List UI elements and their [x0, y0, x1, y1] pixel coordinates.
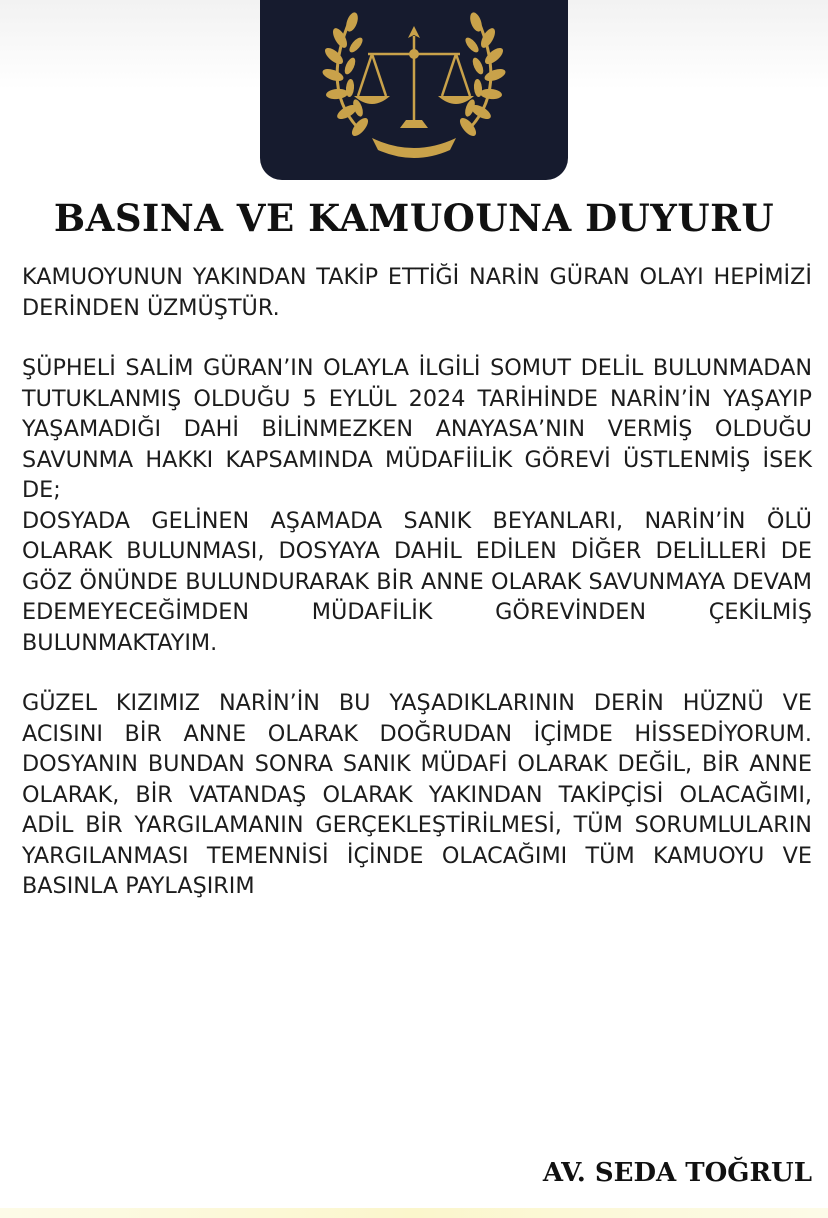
bottom-strip — [0, 1208, 828, 1218]
paragraph: DOSYADA GELİNEN AŞAMADA SANIK BEYANLARI, NARİN’İN ÖLÜ OLARAK BULUNMASI, DOSYAYA DAHİL EDİLEN DİĞER DELİLLERİ DE GÖZ ÖNÜNDE BULUNDURARAK BİR ANNE OLARAK SAVUNMAYA DEVAM EDEMEYECEĞİMDEN MÜDAFİLİK GÖREVİNDEN ÇEKİLMİŞ BULUNMAKTAYIM. — [22, 507, 812, 656]
signature: AV. SEDA TOĞRUL — [542, 1158, 812, 1188]
paragraph: ŞÜPHELİ SALİM GÜRAN’IN OLAYLA İLGİLİ SOMUT DELİL BULUNMADAN TUTUKLANMIŞ OLDUĞU 5 EYLÜL 2024 TARİHİNDE NARİN’İN YAŞAYIP YAŞAMADIĞI DAHİ BİLİNMEZKEN ANAYASA’NIN VERMİŞ OLDUĞU SAVUNMA HAKKI KAPSAMINDA MÜDAFİİLİK GÖREVİ ÜSTLENMİŞ İSEK DE; — [22, 355, 812, 503]
paragraph: GÜZEL KIZIMIZ NARİN’İN BU YAŞADIKLARININ DERİN HÜZNÜ VE ACISINI BİR ANNE OLARAK DOĞRUDAN İÇİMDE HİSSEDİYORUM. DOSYANIN BUNDAN SONRA SANIK MÜDAFİ OLARAK DEĞİL, BİR ANNE OLARAK, BİR VATANDAŞ OLARAK YAKINDAN TAKİPÇİSİ OLACAĞIMI, ADİL BİR YARGILAMANIN GERÇEKLEŞTİRİLMESİ, TÜM SORUMLULARIN YARGILANMASI TEMENNİSİ İÇİNDE OLACAĞIMI TÜM KAMUOYU VE BASINLA PAYLAŞIRIM — [22, 690, 812, 899]
page-title: BASINA VE KAMUOUNA DUYURU — [53, 196, 775, 240]
scales-of-justice-icon — [260, 0, 568, 180]
logo-badge — [260, 0, 568, 180]
paragraph-gap — [22, 658, 812, 688]
paragraph-gap — [22, 323, 812, 353]
announcement-body — [22, 262, 812, 902]
paragraph: KAMUOYUNUN YAKINDAN TAKİP ETTİĞİ NARİN GÜRAN OLAYI HEPİMİZİ DERİNDEN ÜZMÜŞTÜR. — [22, 264, 812, 321]
